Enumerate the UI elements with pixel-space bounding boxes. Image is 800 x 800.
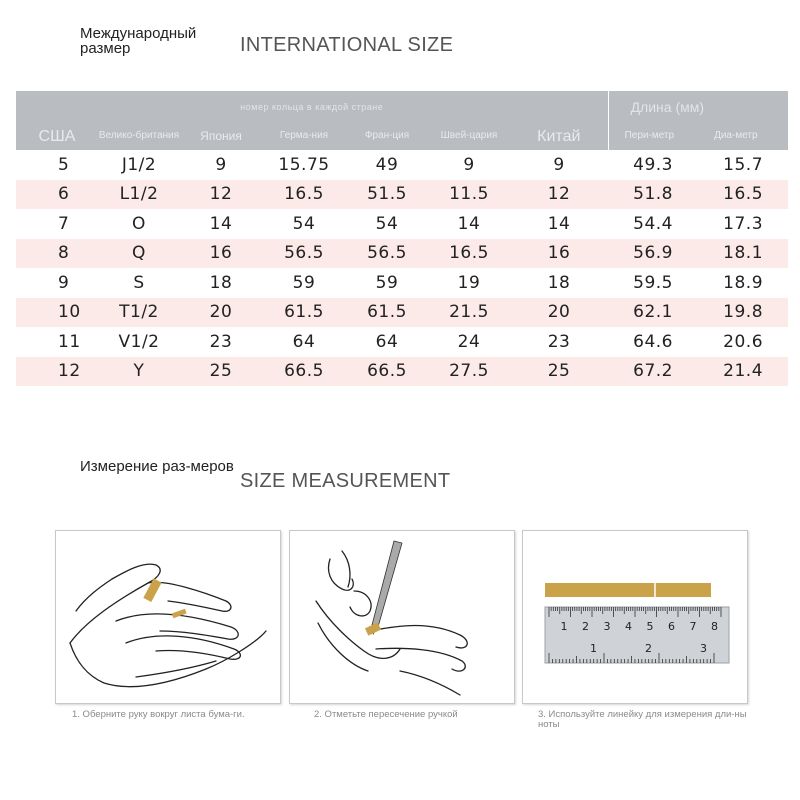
table-body: [16, 150, 788, 386]
table-cell: 21.5: [428, 298, 510, 328]
table-cell: 61.5: [346, 298, 428, 328]
table-cell: 9: [58, 272, 70, 293]
length-header: Длина (мм): [608, 91, 788, 122]
table-cell: 12: [16, 357, 98, 387]
table-cell: 10: [16, 298, 98, 328]
hand-wrap-paper-icon: [56, 531, 280, 703]
step-2-caption: 2. Отметьте пересечение ручкой: [314, 709, 458, 720]
international-size-title-ru: Международный размер: [80, 25, 197, 57]
table-cell: 49: [375, 154, 399, 175]
table-cell: 11: [58, 331, 81, 352]
ruler-label: 5: [646, 620, 654, 633]
col-france: Фран-ция: [346, 122, 428, 150]
paper-strip: [545, 583, 711, 597]
hand-mark-pen-icon: [290, 531, 514, 703]
table-cell: O: [132, 213, 146, 234]
ruler-label-bottom: 1: [590, 642, 597, 655]
table-cell: 16.5: [428, 239, 510, 269]
table-row: [16, 327, 788, 357]
table-cell: 54: [375, 213, 399, 234]
col-japan: Япония: [180, 122, 262, 150]
table-cell: 59.5: [633, 272, 673, 293]
table-cell: 66.5: [346, 357, 428, 387]
table-cell: 7: [58, 213, 70, 234]
table-cell: 20.6: [723, 331, 764, 352]
table-cell: 14: [457, 213, 481, 234]
table-row: [16, 239, 788, 269]
table-cell: 23: [547, 331, 571, 352]
table-row: [16, 268, 788, 298]
table-cell: 5: [58, 154, 70, 175]
table-cell: 27.5: [428, 357, 510, 387]
table-cell: 54.4: [633, 213, 673, 234]
ruler-label: 7: [689, 620, 697, 633]
step-3-image: [522, 530, 748, 704]
table-cell: 18: [547, 272, 571, 293]
table-row: [16, 150, 788, 180]
ruler-label-bottom: 2: [645, 642, 652, 655]
table-cell: 19: [457, 272, 481, 293]
col-switzerland: Швей-цария: [428, 122, 510, 150]
table-cell: 66.5: [262, 357, 346, 387]
ruler-measure-icon: [523, 531, 747, 703]
col-diameter: Диа-метр: [698, 122, 788, 150]
table-cell: 12: [180, 180, 262, 210]
col-germany: Герма-ния: [262, 122, 346, 150]
table-cell: 20: [510, 298, 608, 328]
table-cell: 11.5: [428, 180, 510, 210]
ruler-label: 6: [668, 620, 675, 633]
table-cell: 9: [553, 154, 565, 175]
ruler-label: 4: [625, 620, 632, 633]
table-note: номер кольца в каждой стране: [16, 91, 608, 122]
table-cell: S: [133, 272, 145, 293]
table-cell: 23: [209, 331, 233, 352]
ruler-label: 1: [560, 620, 568, 633]
table-cell: 51.8: [608, 180, 698, 210]
table-cell: 54: [292, 213, 316, 234]
col-uk: Велико-британия: [98, 122, 180, 150]
ruler-label: 2: [582, 620, 589, 633]
table-cell: 20: [180, 298, 262, 328]
table-cell: 56.5: [346, 239, 428, 269]
table-cell: 24: [457, 331, 481, 352]
step-3-caption: 3. Используйте линейку для измерения дли-ны ноты: [538, 709, 747, 730]
table-cell: 19.8: [698, 298, 788, 328]
table-cell: 49.3: [633, 154, 673, 175]
size-measurement-title-en: SIZE MEASUREMENT: [240, 470, 451, 492]
table-cell: 25: [180, 357, 262, 387]
table-row: [16, 209, 788, 239]
step-1-image: [55, 530, 281, 704]
table-cell: 64.6: [633, 331, 673, 352]
table-cell: 16.5: [262, 180, 346, 210]
table-cell: 62.1: [608, 298, 698, 328]
table-cell: 25: [510, 357, 608, 387]
table-cell: 9: [463, 154, 475, 175]
table-cell: 64: [292, 331, 316, 352]
table-cell: T1/2: [98, 298, 180, 328]
table-cell: 16: [510, 239, 608, 269]
step-1-caption: 1. Оберните руку вокруг листа бума-ги.: [72, 709, 245, 720]
table-cell: 15.7: [723, 154, 764, 175]
table-cell: 14: [547, 213, 571, 234]
table-cell: 64: [375, 331, 399, 352]
table-cell: 18.1: [698, 239, 788, 269]
table-row: [16, 357, 788, 387]
table-cell: 9: [215, 154, 227, 175]
table-cell: 16: [180, 239, 262, 269]
table-cell: 15.75: [278, 154, 330, 175]
col-perimeter: Пери-метр: [608, 122, 698, 150]
col-usa: США: [16, 122, 98, 150]
table-cell: J1/2: [121, 154, 157, 175]
table-cell: 18.9: [723, 272, 764, 293]
table-row: [16, 180, 788, 210]
table-cell: V1/2: [118, 331, 160, 352]
table-cell: 61.5: [262, 298, 346, 328]
ruler-label: 8: [711, 620, 718, 633]
table-cell: 18: [209, 272, 233, 293]
table-cell: 56.9: [608, 239, 698, 269]
table-cell: 51.5: [346, 180, 428, 210]
step-2-image: [289, 530, 515, 704]
size-measurement-title-ru: Измерение раз-меров: [80, 458, 234, 475]
table-cell: 21.4: [698, 357, 788, 387]
table-cell: Q: [98, 239, 180, 269]
table-cell: Y: [98, 357, 180, 387]
table-cell: 56.5: [262, 239, 346, 269]
col-china: Китай: [510, 122, 608, 150]
table-row: [16, 298, 788, 328]
table-cell: 8: [16, 239, 98, 269]
international-size-title-en: INTERNATIONAL SIZE: [240, 34, 454, 56]
table-cell: 14: [209, 213, 233, 234]
table-cell: 59: [292, 272, 316, 293]
ring-size-table: [16, 91, 788, 386]
table-cell: 12: [510, 180, 608, 210]
table-cell: 59: [375, 272, 399, 293]
table-cell: L1/2: [98, 180, 180, 210]
ruler-label-bottom: 3: [700, 642, 707, 655]
table-cell: 17.3: [723, 213, 764, 234]
table-cell: 16.5: [698, 180, 788, 210]
table-cell: 67.2: [608, 357, 698, 387]
table-cell: 6: [16, 180, 98, 210]
ruler-label: 3: [603, 620, 611, 633]
